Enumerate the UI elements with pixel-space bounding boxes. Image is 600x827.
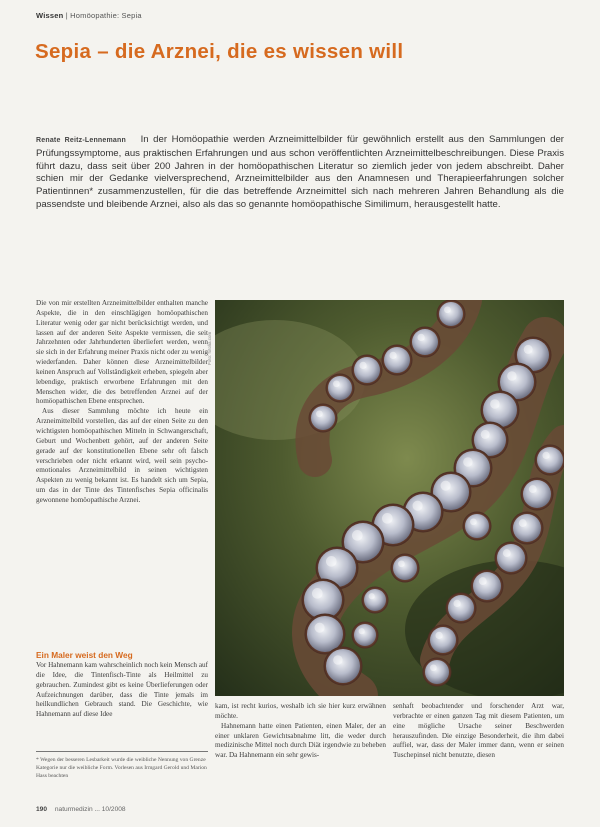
body-paragraph: Hahnemann hatte einen Patienten, einen Maler, der an einer unklaren Gewichtsabnahme litt, die weder durch medizinische Mittel noch durch Diät irgendwie zu beheben war. Da Hahnemann ein sehr gewis- [215,721,386,760]
sucker [328,376,352,400]
article-headline: Sepia – die Arznei, die es wissen will [35,40,404,63]
sucker-highlight [444,306,451,313]
sucker [497,544,525,572]
section-kicker [36,11,142,20]
sucker [354,624,376,646]
sucker-highlight [333,380,340,387]
sucker [448,595,474,621]
sucker [384,347,410,373]
sucker-highlight [441,481,451,491]
sucker [326,649,360,683]
intro-text: In der Homöopathie werden Arzneimittelbilder für gewöhnlich erstellt aus den Sammlungen der Prüfungssymptome, aus praktischen Erfahrungen und aus schon veröffentlichten Arzneimittelbeschreibungen. Diese Praxis führt dazu, dass seit über 200 Jahren in der homöopathischen Literatur so ziemlich jeder von jedem abschreibt. Daher schien mir der Gedanke vielversprechend, Arzneimittelbilder aus den Anamnesen und Therapieerfahrungen solcher Patientinnen* zusammenzustellen, für die das betreffende Arzneimittel sich nach mehreren Jahren Behandlung als die passendste und bleibende Arznei, also als das so genannte homöopathische Similimum, herausgestellt hatte. [36,134,564,210]
body-column-3 [393,702,564,761]
sucker [354,357,380,383]
body-paragraph: Vor Hahnemann kam wahrscheinlich noch kein Mensch auf die Idee, die Tintenfisch-Tinte als Heilmittel zu gebrauchen. Zumindest gibt es keine Überlieferungen oder Aufzeichnungen darüber, dass die Tinte jemals im heilkundlichen Gebrauch stand. Die Geschichte, wie Hahnemann auf diese Idee [36,661,208,719]
sucker-highlight [542,452,549,459]
body-column-2 [215,702,386,761]
sucker [439,302,463,326]
sucker-highlight [369,593,375,599]
sucker-highlight [503,549,511,557]
body-paragraph: Die von mir erstellten Arzneimittelbilder enthalten manche Aspekte, die in den einschlägigen homöopathischen Literatur wenig oder gar nicht berücksichtigt werden, und lassen auf der anderen Seite Aspekte vermissen, die seit Jahrzehnten oder Jahrhunderten überliefert werden, wenn sie sich in der Erfahrung meiner Praxis nicht oder zu wenig wiederfanden. Daher können diese Arzneimittelbilder keinen Anspruch auf Vollständigkeit erheben, spiegeln aber lebendige, praktisch erworbene Erfahrungen mit den Menschen wider, die des betreffenden Arznei auf der homöopathischen Ebene entsprechen. [36,299,208,406]
sucker-highlight [435,632,442,639]
author-name: Renate Reitz-Lennemann [36,137,126,144]
intro-paragraph [36,134,564,212]
sucker [364,589,386,611]
photo-credit: Foto: fotolia.com [207,331,212,365]
sucker-highlight [417,334,424,341]
sucker-highlight [352,530,363,541]
sucker [523,480,551,508]
sucker-highlight [359,362,366,369]
sucker-highlight [312,588,323,599]
body-column-1 [36,299,208,506]
publication-name: naturmedizin ... 10/2008 [54,806,126,813]
page-number: 190 [36,806,48,813]
sucker-highlight [524,345,533,354]
sucker [311,406,335,430]
sucker [513,514,541,542]
body-paragraph: senhaft beobachtender und forschender Arzt war, verbrachte er einen ganzen Tag mit diesem Patienten, um eine mögliche Ursache seiner Beschwerden herauszufinden. Die einzige Besonderheit, die ihm dabei auffiel, war, dass der Maler immer dann, wenn er seinen Tuschepinsel nicht benutzte, diesen [393,702,564,760]
sucker-highlight [430,664,437,671]
page-footer [36,806,126,813]
body-paragraph: Aus dieser Sammlung möchte ich heute ein Arzneimittelbild vorstellen, das auf der einen Seite zu den wichtigsten homöopathischen Mitteln in Schwangerschaft, Geburt und Wochenbett gehört, auf der anderen Seite gerade auf der konstitutionellen Ebene sehr oft falsch verschrieben oder nicht erkannt wird, weil sein psycho-emotionales Arzneimittelbild in seinen wichtigsten Aspekten zu wenig bekannt ist. Es handelt sich um Sepia, um das in der Tinte des Tintenfisches Sepia officinalis gewonnene homöopathische Arznei. [36,407,208,504]
sucker-highlight [470,518,477,525]
topic-label: Homöopathie: Sepia [70,11,142,20]
sucker-highlight [413,501,423,511]
sucker [425,660,449,684]
footnote-divider [36,751,208,752]
section-label: Wissen [36,11,64,20]
octopus-illustration [215,300,564,696]
sucker-highlight [519,519,527,527]
topic-separator: | [65,11,71,20]
sucker-highlight [359,628,365,634]
body-column-1-continued [36,661,208,720]
sucker-highlight [333,655,343,665]
sucker-highlight [507,371,517,381]
sucker-highlight [463,457,473,467]
sucker [412,329,438,355]
sucker [304,581,342,619]
sucker-highlight [326,556,337,567]
sucker-highlight [398,560,405,567]
sucker [473,572,501,600]
body-paragraph: kam, ist recht kurios, weshalb ich sie hier kurz erwähnen möchte. [215,702,386,720]
octopus-photo [215,300,564,696]
section-subhead: Ein Maler weist den Weg [36,650,133,660]
sucker [393,556,417,580]
sucker [430,627,456,653]
sucker [537,447,563,473]
sucker-highlight [479,577,487,585]
sucker-highlight [316,410,323,417]
sucker-highlight [315,623,325,633]
sucker-highlight [453,600,460,607]
sucker-highlight [389,352,396,359]
sucker-highlight [529,485,537,493]
sucker-highlight [490,399,500,409]
sucker [465,514,489,538]
sucker [307,616,343,652]
footnote: * Wegen der besseren Lesbarkeit wurde die weibliche Nennung von Grenze Kategorie nur die weibliche Form. Vorlesen aus Irmgard Gerold und Marion Hass beachten [36,757,207,780]
sucker-highlight [481,430,490,439]
sucker-highlight [382,513,393,524]
